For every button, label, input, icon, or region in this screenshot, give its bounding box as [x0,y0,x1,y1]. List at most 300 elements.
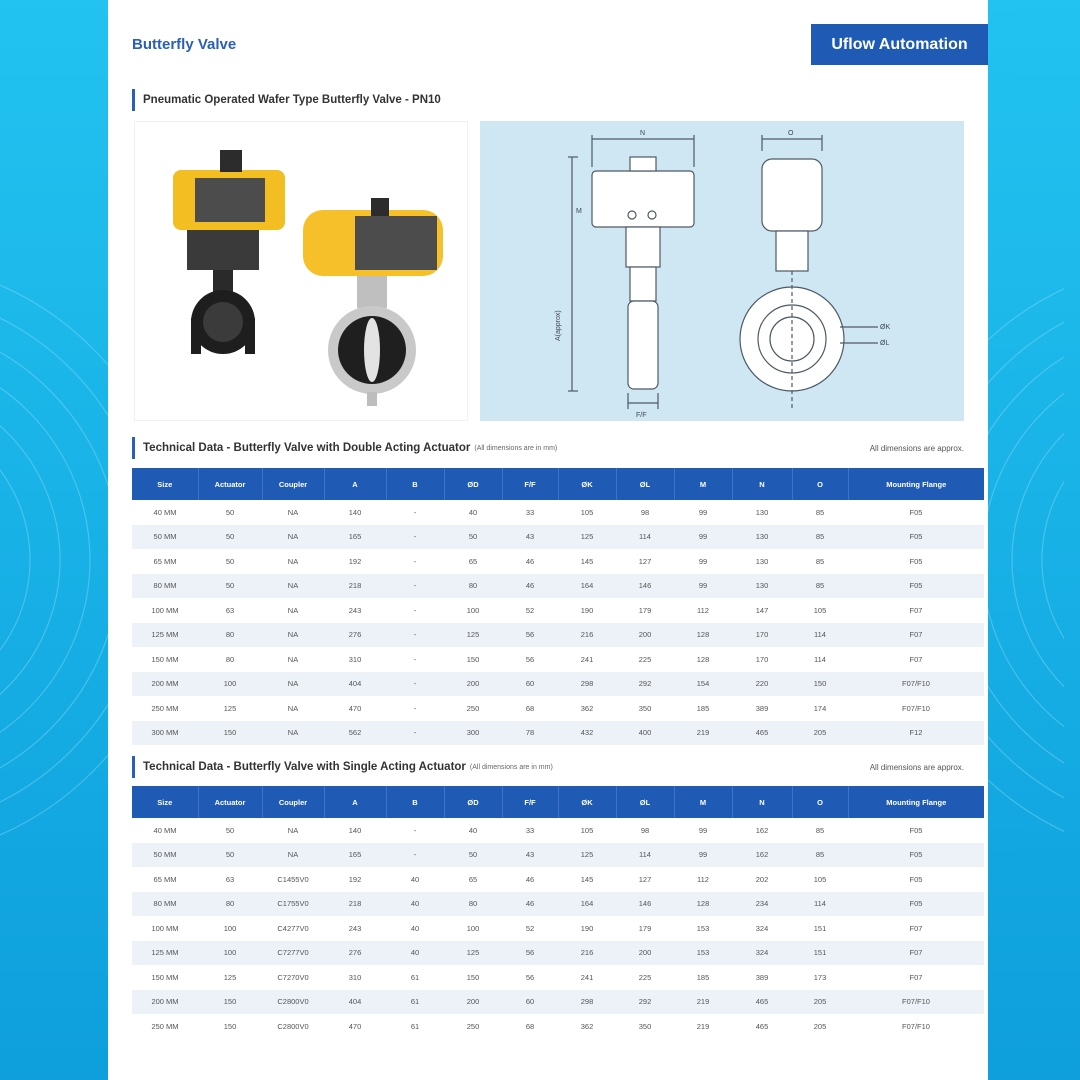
table-cell: 85 [792,574,848,599]
table-cell: 298 [558,990,616,1015]
table-cell: 99 [674,843,732,868]
table-cell: 200 MM [132,990,198,1015]
table-cell: 114 [616,843,674,868]
table-cell: NA [262,721,324,746]
table-cell: 219 [674,721,732,746]
table-cell: 50 MM [132,843,198,868]
table2-title: Technical Data - Butterfly Valve with Single Acting Actuator [143,761,466,773]
table-cell: F05 [848,843,984,868]
table-cell: 241 [580,972,594,982]
table-cell: 50 [225,825,235,835]
table-cell: 80 [198,623,262,648]
table2-note: (All dimensions are in mm) [469,763,553,771]
table-cell: - [413,556,417,566]
table-cell: 50 [444,843,502,868]
table-cell: 150 [466,972,480,982]
table-cell: 150 MM [151,972,179,982]
table-row [132,721,984,746]
table-cell: 125 [444,623,502,648]
column-header: Size [132,468,198,500]
table-cell: 63 [225,874,235,884]
table-cell: 145 [580,874,594,884]
table-cell: 100 [466,605,480,615]
table-cell: 100 [466,923,480,933]
table-cell: 185 [696,703,710,713]
table-cell: F05 [909,825,923,835]
table-cell: 128 [674,623,732,648]
table-cell: 190 [580,923,594,933]
table-cell: 125 MM [132,941,198,966]
table-cell: 400 [616,721,674,746]
table-cell: 112 [697,874,709,884]
table-cell: 145 [580,556,594,566]
column-header: Actuator [198,786,262,818]
table-cell: 100 [198,672,262,697]
table-cell: 56 [502,941,558,966]
table-cell: NA [262,623,324,648]
table-cell: - [386,721,444,746]
table-cell: NA [262,574,324,599]
table-cell: 130 [755,556,769,566]
column-header: A [324,786,386,818]
valve-dimension-drawing [480,121,964,421]
table-cell: 99 [674,525,732,550]
column-header: Size [132,786,198,818]
table-cell: 80 [225,654,235,664]
table-cell: 68 [525,1021,535,1031]
table-cell: 404 [324,672,386,697]
column-header: Coupler [262,786,324,818]
table1-heading [132,437,557,459]
table-cell: C2800V0 [277,1021,309,1031]
table-row [132,1014,984,1039]
table-cell: F05 [848,525,984,550]
table-cell: 128 [674,892,732,917]
table-cell: 292 [616,990,674,1015]
table-cell: 162 [732,843,792,868]
dimension-label-n: N [640,130,646,137]
table-cell: 60 [502,990,558,1015]
table-cell: 50 [198,843,262,868]
table-cell: 350 [638,703,652,713]
table-cell: 50 [444,525,502,550]
table-cell: 465 [732,990,792,1015]
table-cell: 105 [813,605,827,615]
table2-approx-note: All dimensions are approx. [869,763,964,772]
table-row [132,574,984,599]
table-cell: 216 [558,623,616,648]
table-cell: - [386,574,444,599]
table-cell: 99 [698,556,708,566]
table-cell: 292 [616,672,674,697]
table-cell: 164 [558,892,616,917]
table-cell: C1755V0 [262,892,324,917]
table-row [132,647,984,672]
table-row [132,892,984,917]
table-cell: 50 [198,525,262,550]
table1-note: (All dimensions are in mm) [474,444,558,452]
table-cell: 65 [468,874,478,884]
table-cell: 562 [324,721,386,746]
valve-photo-illustration [135,122,469,422]
table-cell: - [413,703,417,713]
table-cell: 465 [732,721,792,746]
section-title [132,89,441,111]
table-cell: 200 [444,990,502,1015]
dimension-label-m: M [576,208,582,215]
table-cell: - [413,507,417,517]
table-cell: 125 MM [132,623,198,648]
page-title: Butterfly Valve [132,36,237,53]
table-cell: 68 [525,703,535,713]
table-cell: NA [287,507,299,517]
dimension-label-ol: ØL [880,340,890,347]
dimension-label-o: O [788,130,794,137]
datasheet-page [108,0,988,1080]
table-cell: 40 [386,941,444,966]
column-header: N [732,786,792,818]
single-acting-spec-table [132,786,984,1039]
table-cell: 125 [558,843,616,868]
table-cell: NA [262,672,324,697]
column-header: O [792,468,848,500]
table-cell: 170 [732,623,792,648]
table-row [132,843,984,868]
table-cell: 300 [444,721,502,746]
table-cell: NA [287,605,299,615]
table-cell: 276 [324,941,386,966]
table-cell: 250 [466,1021,480,1031]
column-header: ØD [444,468,502,500]
dimension-label-a: A(approx) [555,310,562,341]
table-cell: C7270V0 [277,972,309,982]
table-cell: 40 [468,507,478,517]
table-cell: 225 [638,654,652,664]
table-cell: 43 [502,525,558,550]
table-cell: 300 MM [132,721,198,746]
table-cell: 164 [558,574,616,599]
table-cell: 350 [638,1021,652,1031]
table-cell: 40 [386,892,444,917]
table-cell: 241 [580,654,594,664]
table-cell: 78 [502,721,558,746]
table-cell: C1455V0 [277,874,309,884]
table-cell: 114 [616,525,674,550]
table-cell: 114 [814,654,826,664]
table-cell: 250 MM [151,703,179,713]
table-cell: - [413,825,417,835]
column-header: Mounting Flange [848,468,984,500]
table-row [132,549,984,574]
table-cell: 179 [638,605,652,615]
table-cell: 46 [502,892,558,917]
column-header: M [674,468,732,500]
table-cell: 80 [198,892,262,917]
table-cell: F07 [909,923,923,933]
table-row [132,941,984,966]
table-cell: 40 MM [153,825,177,835]
table-cell: 389 [755,972,769,982]
table-cell: 46 [525,874,535,884]
table-cell: 130 [755,507,769,517]
table-cell: C7277V0 [262,941,324,966]
table-cell: 40 [410,874,420,884]
table-cell: 219 [674,990,732,1015]
table-cell: 50 [198,574,262,599]
table-cell: 98 [640,507,650,517]
column-header: ØD [444,786,502,818]
table-cell: F07/F10 [848,990,984,1015]
table-cell: 100 [198,941,262,966]
column-header: N [732,468,792,500]
column-header: B [386,468,444,500]
table-cell: 114 [792,892,848,917]
table-row [132,696,984,721]
table-cell: 202 [755,874,769,884]
table-cell: 40 MM [153,507,177,517]
table1-approx-note: All dimensions are approx. [869,444,964,453]
table-cell: 150 MM [151,654,179,664]
table-cell: F07 [848,941,984,966]
table-cell: NA [287,703,299,713]
table-cell: 324 [732,941,792,966]
table-cell: 40 [468,825,478,835]
table-cell: 173 [813,972,827,982]
table-row [132,818,984,843]
table-cell: 200 [444,672,502,697]
table-cell: 220 [732,672,792,697]
column-header: ØL [616,468,674,500]
table-cell: F12 [848,721,984,746]
table-cell: 125 [444,941,502,966]
table-cell: F07 [909,605,923,615]
table2-heading [132,756,553,778]
table-cell: 150 [223,1021,237,1031]
dimension-label-ff: F/F [636,412,647,419]
table-cell: 46 [502,574,558,599]
table-cell: 105 [580,825,594,835]
table-cell: 33 [525,825,535,835]
table-cell: 165 [324,843,386,868]
table-cell: 192 [348,556,362,566]
table-cell: 100 [223,923,237,933]
table-cell: - [386,525,444,550]
table-cell: F07/F10 [902,1021,930,1031]
table-cell: 65 MM [153,874,177,884]
table-cell: 52 [525,923,535,933]
table-cell: 61 [410,1021,420,1031]
table-cell: 218 [324,892,386,917]
table-cell: F05 [909,874,923,884]
table-cell: 151 [792,941,848,966]
table-cell: 56 [525,972,535,982]
table-row [132,672,984,697]
table-row [132,598,984,623]
table-cell: 150 [792,672,848,697]
table-cell: F05 [848,574,984,599]
table-cell: F07 [909,654,923,664]
table-cell: 56 [525,654,535,664]
table-cell: F07 [848,623,984,648]
table-cell: 225 [638,972,652,982]
table-cell: 219 [696,1021,710,1031]
table-cell: 324 [755,923,769,933]
table-cell: NA [287,825,299,835]
table-cell: 127 [638,874,652,884]
table-cell: F05 [909,507,923,517]
table-header-row [132,786,984,818]
section-title-text: Pneumatic Operated Wafer Type Butterfly Valve - PN10 [143,94,441,106]
column-header: F/F [502,786,558,818]
table-cell: 80 MM [132,892,198,917]
double-acting-spec-table [132,468,984,745]
column-header: ØK [558,786,616,818]
table-cell: 153 [674,941,732,966]
table-cell: 43 [502,843,558,868]
table-row [132,990,984,1015]
table-cell: 65 MM [153,556,177,566]
table-cell: 52 [525,605,535,615]
table-cell: - [413,605,417,615]
table-cell: 105 [813,874,827,884]
table-cell: 99 [674,574,732,599]
table-cell: NA [287,654,299,664]
table-cell: F05 [909,556,923,566]
table-cell: 114 [792,623,848,648]
table-cell: 200 [616,623,674,648]
table-cell: 99 [698,825,708,835]
table-cell: 404 [324,990,386,1015]
table-cell: 140 [348,507,362,517]
table-row [132,965,984,990]
table-cell: 112 [697,605,709,615]
table-row [132,623,984,648]
table-row [132,525,984,550]
table-cell: 85 [815,556,825,566]
table-cell: 130 [732,574,792,599]
table-cell: 50 [225,556,235,566]
table-cell: 85 [792,843,848,868]
table-cell: NA [287,556,299,566]
table-cell: - [413,654,417,664]
brand-badge: Uflow Automation [811,24,988,65]
table-cell: 80 MM [132,574,198,599]
column-header: Actuator [198,468,262,500]
table-cell: 310 [348,654,362,664]
table-cell: 140 [348,825,362,835]
table-cell: NA [262,525,324,550]
table-cell: 362 [580,703,594,713]
table-cell: 185 [696,972,710,982]
table-cell: 130 [732,525,792,550]
table-cell: 100 MM [151,605,179,615]
table-cell: 190 [580,605,594,615]
table-cell: 310 [348,972,362,982]
column-header: M [674,786,732,818]
table-cell: 125 [223,703,237,713]
table-cell: 61 [386,990,444,1015]
table-cell: 165 [324,525,386,550]
table-cell: 127 [638,556,652,566]
table-cell: 40 [410,923,420,933]
table-cell: 146 [616,892,674,917]
technical-drawing [480,121,964,421]
table-cell: 205 [792,990,848,1015]
table-cell: F07/F10 [848,672,984,697]
product-photo [134,121,468,421]
table-cell: 146 [616,574,674,599]
column-header: ØK [558,468,616,500]
table-cell: 50 [225,507,235,517]
table-cell: 150 [466,654,480,664]
table-cell: 100 MM [151,923,179,933]
table-cell: 80 [444,574,502,599]
table-cell: 200 MM [132,672,198,697]
table-cell: 243 [348,605,362,615]
table-cell: 250 [466,703,480,713]
table-cell: 56 [502,623,558,648]
table-cell: - [386,623,444,648]
table-cell: F07 [909,972,923,982]
table-cell: 128 [696,654,710,664]
table-cell: 85 [815,507,825,517]
table-cell: 243 [348,923,362,933]
column-header: F/F [502,468,558,500]
table-cell: 174 [813,703,827,713]
table-cell: 154 [674,672,732,697]
table-cell: 63 [225,605,235,615]
table-cell: 153 [696,923,710,933]
table-row [132,867,984,892]
table-cell: 46 [525,556,535,566]
table-cell: 162 [755,825,769,835]
table-cell: 99 [698,507,708,517]
table-header-row [132,468,984,500]
table-cell: 179 [638,923,652,933]
table-cell: 125 [223,972,237,982]
dimension-label-ok: ØK [880,324,891,331]
table-cell: 362 [580,1021,594,1031]
table-cell: 50 MM [132,525,198,550]
table-row [132,916,984,941]
column-header: O [792,786,848,818]
table-cell: 60 [502,672,558,697]
table-cell: 151 [813,923,827,933]
table-cell: 200 [616,941,674,966]
table-cell: 205 [792,721,848,746]
table-cell: 432 [558,721,616,746]
table-cell: 170 [755,654,769,664]
table-cell: 470 [348,1021,362,1031]
table-cell: - [386,843,444,868]
table-cell: 216 [558,941,616,966]
table-cell: 150 [198,990,262,1015]
table-cell: 61 [410,972,420,982]
table-cell: 298 [558,672,616,697]
table-cell: 85 [792,525,848,550]
table-cell: 234 [732,892,792,917]
table1-title: Technical Data - Butterfly Valve with Double Acting Actuator [143,442,471,454]
table-cell: - [386,672,444,697]
table-cell: 276 [324,623,386,648]
table-cell: 147 [755,605,769,615]
table-cell: 150 [198,721,262,746]
table-cell: 98 [640,825,650,835]
column-header: Mounting Flange [848,786,984,818]
table-cell: NA [262,843,324,868]
column-header: ØL [616,786,674,818]
background-left-panel [0,0,108,1080]
